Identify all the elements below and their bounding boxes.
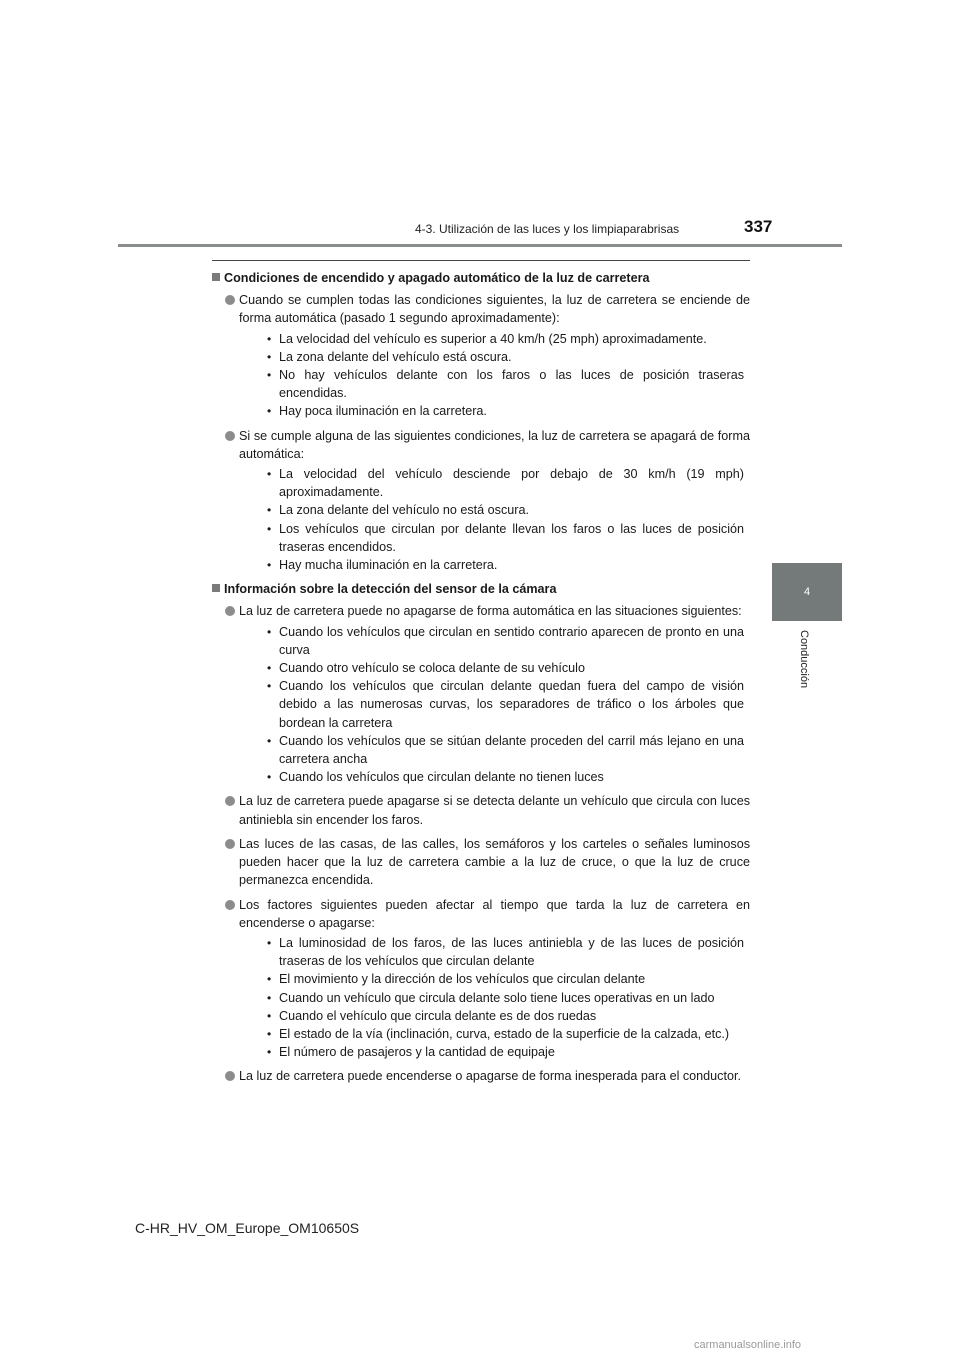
sub-item-text: Cuando los vehículos que circulan delante no tienen luces	[279, 770, 604, 785]
dot-bullet-icon: •	[267, 1045, 272, 1060]
bullet-item	[212, 896, 750, 1062]
content-rule	[212, 260, 750, 261]
bullet-item	[212, 792, 750, 828]
sub-item-text: La velocidad del vehículo desciende por debajo de 30 km/h (19 mph) aproximadamente.	[279, 467, 744, 500]
circle-bullet-icon	[225, 606, 235, 616]
section-heading-text: Condiciones de encendido y apagado automático de la luz de carretera	[224, 271, 650, 285]
dot-bullet-icon: •	[267, 503, 272, 518]
circle-bullet-icon	[225, 295, 235, 305]
sub-item	[266, 970, 750, 988]
dot-bullet-icon: •	[267, 679, 272, 694]
sub-item-text: El movimiento y la dirección de los vehículos que circulan delante	[279, 972, 646, 987]
bullet-item-text: La luz de carretera puede no apagarse de forma automática en las situaciones siguientes:	[239, 604, 742, 619]
dot-bullet-icon: •	[267, 1008, 272, 1023]
dot-bullet-icon: •	[267, 770, 272, 785]
sub-item	[266, 366, 750, 402]
sub-item-text: Cuando otro vehículo se coloca delante de su vehículo	[279, 661, 585, 676]
chapter-label: Conducción	[798, 630, 810, 689]
sub-item	[266, 1025, 750, 1043]
sub-item	[266, 732, 750, 768]
bullet-item-text: Si se cumple alguna de las siguientes condiciones, la luz de carretera se apagará de forma automática:	[239, 428, 750, 461]
sub-item-text: Cuando el vehículo que circula delante es de dos ruedas	[279, 1008, 597, 1023]
dot-bullet-icon: •	[267, 1026, 272, 1041]
sub-item	[266, 677, 750, 732]
sub-item-text: Hay mucha iluminación en la carretera.	[279, 558, 498, 573]
bullet-item-text: La luz de carretera puede apagarse si se detecta delante un vehículo que circula con luces antiniebla sin encender los faros.	[239, 794, 750, 827]
sub-item-text: La velocidad del vehículo es superior a 40 km/h (25 mph) aproximadamente.	[279, 331, 707, 346]
sub-item-text: Los vehículos que circulan por delante llevan los faros o las luces de posición traseras encendidos.	[279, 521, 744, 554]
footer-doc-id: C-HR_HV_OM_Europe_OM10650S	[135, 1220, 360, 1236]
sub-list	[239, 623, 750, 787]
circle-bullet-icon	[225, 1071, 235, 1081]
sub-item	[266, 659, 750, 677]
sub-item	[266, 348, 750, 366]
bullet-item-text: Cuando se cumplen todas las condiciones siguientes, la luz de carretera se enciende de forma automática (pasado 1 segundo aproximadamente):	[239, 293, 750, 326]
section-heading	[212, 580, 750, 598]
sub-list	[239, 934, 750, 1061]
section-heading-text: Información sobre la detección del sensor de la cámara	[224, 582, 557, 597]
dot-bullet-icon: •	[267, 368, 272, 383]
bullet-item	[212, 1067, 750, 1085]
bullet-item	[212, 602, 750, 786]
sub-item	[266, 1043, 750, 1061]
sub-item	[266, 934, 750, 970]
sub-item	[266, 556, 750, 574]
square-bullet-icon	[212, 273, 220, 281]
dot-bullet-icon: •	[267, 935, 272, 950]
dot-bullet-icon: •	[267, 624, 272, 639]
sub-item-text: El número de pasajeros y la cantidad de equipaje	[279, 1045, 555, 1060]
circle-bullet-icon	[225, 796, 235, 806]
sub-item-text: La luminosidad de los faros, de las luces antiniebla y de las luces de posición traseras de los vehículos que circulan delante	[279, 935, 744, 969]
dot-bullet-icon: •	[267, 990, 272, 1005]
dot-bullet-icon: •	[267, 404, 272, 419]
sub-item	[266, 465, 750, 501]
sub-item	[266, 768, 750, 786]
sub-item-text: Cuando los vehículos que se sitúan delante proceden del carril más lejano en una carretera ancha	[279, 733, 744, 767]
dot-bullet-icon: •	[267, 467, 272, 482]
page-number: 337	[744, 217, 773, 236]
circle-bullet-icon	[225, 839, 235, 849]
sub-item	[266, 1007, 750, 1025]
bullet-item-text: Las luces de las casas, de las calles, los semáforos y los carteles o señales luminosos pueden hacer que la luz de carretera cambie a la luz de cruce, o que la luz de cruce permanezca encendida.	[239, 836, 750, 888]
sub-item-text: La zona delante del vehículo no está oscura.	[279, 503, 529, 518]
dot-bullet-icon: •	[267, 972, 272, 987]
dot-bullet-icon: •	[267, 558, 272, 573]
bullet-item	[212, 427, 750, 575]
chapter-number: 4	[803, 586, 811, 598]
sub-list	[239, 465, 750, 574]
bullet-item-text: La luz de carretera puede encenderse o apagarse de forma inesperada para el conductor.	[239, 1069, 741, 1084]
sub-item-text: Hay poca iluminación en la carretera.	[279, 404, 487, 419]
bullet-item	[212, 835, 750, 890]
circle-bullet-icon	[225, 900, 235, 910]
section-title: 4-3. Utilización de las luces y los limpiaparabrisas	[415, 222, 680, 236]
sub-item	[266, 402, 750, 420]
dot-bullet-icon: •	[267, 661, 272, 676]
sub-item-text: Cuando los vehículos que circulan en sentido contrario aparecen de pronto en una curva	[279, 624, 744, 657]
sub-list	[239, 330, 750, 421]
sub-item-text: No hay vehículos delante con los faros o las luces de posición traseras encendidas.	[279, 368, 744, 401]
square-bullet-icon	[212, 584, 220, 592]
sub-item	[266, 330, 750, 348]
dot-bullet-icon: •	[267, 733, 272, 748]
sub-item-text: Cuando los vehículos que circulan delante quedan fuera del campo de visión debido a las numerosas curvas, los separadores de tráfico o los árboles que bordean la carretera	[279, 679, 744, 730]
section-heading	[212, 269, 750, 287]
sub-item	[266, 501, 750, 519]
sub-item-text: Cuando un vehículo que circula delante solo tiene luces operativas en un lado	[279, 990, 715, 1005]
sub-item-text: El estado de la vía (inclinación, curva, estado de la superficie de la calzada, etc.)	[279, 1026, 730, 1041]
content	[212, 266, 750, 1092]
header-rule	[118, 244, 842, 247]
watermark: carmanualsonline.info	[694, 1339, 802, 1351]
bullet-item-text: Los factores siguientes pueden afectar al tiempo que tarda la luz de carretera en encenderse o apagarse:	[239, 897, 750, 930]
sub-item	[266, 623, 750, 659]
sub-item-text: La zona delante del vehículo está oscura.	[279, 349, 512, 364]
dot-bullet-icon: •	[267, 331, 272, 346]
dot-bullet-icon: •	[267, 349, 272, 364]
circle-bullet-icon	[225, 431, 235, 441]
chapter-tab	[772, 563, 842, 621]
dot-bullet-icon: •	[267, 521, 272, 536]
sub-item	[266, 520, 750, 556]
bullet-item	[212, 291, 750, 420]
sub-item	[266, 989, 750, 1007]
